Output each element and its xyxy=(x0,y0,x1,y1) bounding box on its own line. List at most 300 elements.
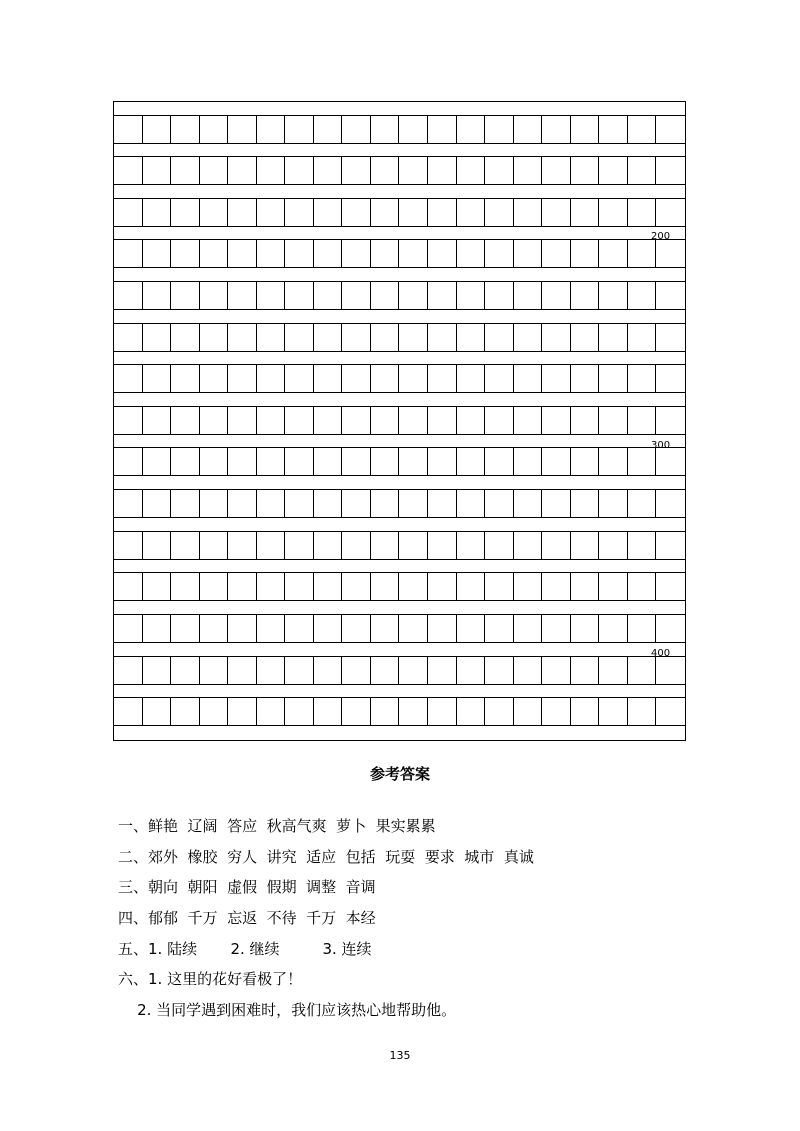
grid-cell xyxy=(171,698,200,725)
grid-cell xyxy=(656,573,685,600)
grid-cell xyxy=(628,365,657,392)
grid-cell xyxy=(143,407,172,434)
grid-cell xyxy=(542,365,571,392)
grid-cell xyxy=(371,282,400,309)
grid-cell xyxy=(599,324,628,351)
grid-cell xyxy=(171,573,200,600)
answer-line-2: 二、郊外 橡胶 穷人 讲究 适应 包括 玩耍 要求 城市 真诚 xyxy=(118,848,534,866)
grid-cell xyxy=(514,657,543,684)
grid-cell xyxy=(428,657,457,684)
grid-cell xyxy=(200,157,229,184)
answer-key-title: 参考答案 xyxy=(369,765,430,783)
grid-cell xyxy=(542,657,571,684)
grid-cell xyxy=(599,657,628,684)
grid-cell xyxy=(171,448,200,475)
grid-cell xyxy=(285,282,314,309)
grid-cell xyxy=(399,324,428,351)
grid-cell xyxy=(314,157,343,184)
grid-cell xyxy=(599,407,628,434)
grid-row xyxy=(114,447,685,476)
grid-cell xyxy=(514,157,543,184)
grid-cell xyxy=(171,240,200,267)
grid-cell xyxy=(314,657,343,684)
grid-cell xyxy=(485,282,514,309)
grid-cell xyxy=(314,240,343,267)
grid-cell xyxy=(428,365,457,392)
grid-cell xyxy=(428,448,457,475)
answer-line-5: 五、1. 陆续 2. 继续 3. 连续 xyxy=(118,940,372,958)
grid-row xyxy=(114,656,685,685)
grid-cell xyxy=(656,532,685,559)
grid-cell xyxy=(228,490,257,517)
grid-cell xyxy=(599,532,628,559)
grid-cell xyxy=(599,116,628,143)
grid-cell xyxy=(200,116,229,143)
grid-cell xyxy=(628,532,657,559)
grid-cell xyxy=(257,282,286,309)
grid-cell xyxy=(371,407,400,434)
grid-cell xyxy=(542,490,571,517)
grid-cell xyxy=(285,365,314,392)
grid-cell xyxy=(257,157,286,184)
grid-cell xyxy=(285,615,314,642)
grid-cell xyxy=(485,240,514,267)
grid-cell xyxy=(457,365,486,392)
grid-cell xyxy=(257,116,286,143)
grid-cell xyxy=(257,365,286,392)
writing-grid xyxy=(113,101,686,741)
grid-cell xyxy=(656,240,685,267)
grid-cell xyxy=(171,116,200,143)
grid-cell xyxy=(428,240,457,267)
grid-cell xyxy=(200,282,229,309)
grid-cell xyxy=(457,324,486,351)
grid-cell xyxy=(371,199,400,226)
grid-cell xyxy=(114,240,143,267)
grid-cell xyxy=(457,573,486,600)
grid-cell xyxy=(571,615,600,642)
grid-cell xyxy=(342,324,371,351)
grid-cell xyxy=(285,157,314,184)
grid-cell xyxy=(428,573,457,600)
grid-cell xyxy=(371,657,400,684)
grid-cell xyxy=(314,573,343,600)
grid-cell xyxy=(599,698,628,725)
grid-cell xyxy=(628,448,657,475)
grid-cell xyxy=(371,240,400,267)
grid-cell xyxy=(571,240,600,267)
grid-cell xyxy=(628,116,657,143)
grid-cell xyxy=(342,240,371,267)
grid-cell xyxy=(143,116,172,143)
grid-cell xyxy=(200,532,229,559)
grid-row xyxy=(114,489,685,518)
grid-cell xyxy=(114,282,143,309)
grid-cell xyxy=(114,573,143,600)
grid-cell xyxy=(171,407,200,434)
grid-cell xyxy=(399,698,428,725)
grid-cell xyxy=(114,199,143,226)
grid-cell xyxy=(143,490,172,517)
grid-cell xyxy=(428,615,457,642)
answer-line-3: 三、朝向 朝阳 虚假 假期 调整 音调 xyxy=(118,878,376,896)
grid-cell xyxy=(371,324,400,351)
grid-cell xyxy=(428,490,457,517)
grid-cell xyxy=(228,199,257,226)
grid-cell xyxy=(485,199,514,226)
grid-cell xyxy=(143,698,172,725)
grid-cell xyxy=(285,448,314,475)
grid-cell xyxy=(257,407,286,434)
grid-cell xyxy=(628,615,657,642)
grid-cell xyxy=(514,615,543,642)
grid-cell xyxy=(228,324,257,351)
grid-cell xyxy=(542,157,571,184)
grid-cell xyxy=(485,157,514,184)
grid-cell xyxy=(314,490,343,517)
grid-cell xyxy=(542,199,571,226)
grid-cell xyxy=(371,698,400,725)
grid-cell xyxy=(428,324,457,351)
grid-cell xyxy=(342,407,371,434)
grid-cell xyxy=(514,282,543,309)
grid-cell xyxy=(571,573,600,600)
grid-cell xyxy=(342,615,371,642)
grid-cell xyxy=(257,532,286,559)
grid-cell xyxy=(399,573,428,600)
grid-cell xyxy=(342,657,371,684)
grid-cell xyxy=(599,282,628,309)
grid-cell xyxy=(143,282,172,309)
grid-cell xyxy=(542,448,571,475)
grid-cell xyxy=(514,324,543,351)
grid-cell xyxy=(542,532,571,559)
grid-cell xyxy=(257,448,286,475)
grid-cell xyxy=(371,157,400,184)
grid-cell xyxy=(599,490,628,517)
grid-cell xyxy=(257,490,286,517)
grid-cell xyxy=(342,199,371,226)
page-number: 135 xyxy=(389,1049,411,1062)
grid-cell xyxy=(143,448,172,475)
grid-cell xyxy=(228,657,257,684)
grid-cell xyxy=(200,490,229,517)
grid-cell xyxy=(285,199,314,226)
grid-cell xyxy=(285,698,314,725)
grid-cell xyxy=(285,116,314,143)
grid-cell xyxy=(457,657,486,684)
grid-cell xyxy=(143,240,172,267)
grid-cell xyxy=(371,615,400,642)
grid-cell xyxy=(200,448,229,475)
grid-cell xyxy=(571,324,600,351)
grid-cell xyxy=(342,698,371,725)
grid-cell xyxy=(457,698,486,725)
grid-cell xyxy=(485,615,514,642)
grid-cell xyxy=(314,407,343,434)
grid-cell xyxy=(342,448,371,475)
grid-cell xyxy=(628,698,657,725)
grid-cell xyxy=(171,490,200,517)
grid-cell xyxy=(285,573,314,600)
grid-cell xyxy=(143,532,172,559)
grid-cell xyxy=(114,657,143,684)
grid-cell xyxy=(656,116,685,143)
grid-cell xyxy=(599,365,628,392)
grid-cell xyxy=(399,657,428,684)
grid-cell xyxy=(143,657,172,684)
grid-cell xyxy=(628,657,657,684)
grid-cell xyxy=(656,324,685,351)
grid-cell xyxy=(399,448,428,475)
grid-row xyxy=(114,364,685,393)
grid-cell xyxy=(542,698,571,725)
grid-cell xyxy=(171,532,200,559)
grid-cell xyxy=(428,532,457,559)
grid-cell xyxy=(228,282,257,309)
grid-cell xyxy=(457,282,486,309)
grid-cell xyxy=(200,240,229,267)
grid-cell xyxy=(542,615,571,642)
grid-cell xyxy=(485,698,514,725)
grid-cell xyxy=(542,282,571,309)
grid-cell xyxy=(656,199,685,226)
grid-cell xyxy=(542,116,571,143)
grid-cell xyxy=(457,240,486,267)
grid-cell xyxy=(399,116,428,143)
word-count-marker: 400 xyxy=(651,648,671,659)
grid-cell xyxy=(599,448,628,475)
grid-cell xyxy=(228,615,257,642)
grid-cell xyxy=(571,157,600,184)
grid-cell xyxy=(514,532,543,559)
grid-cell xyxy=(228,698,257,725)
answer-line-1: 一、鲜艳 辽阔 答应 秋高气爽 萝卜 果实累累 xyxy=(118,817,436,835)
grid-cell xyxy=(457,199,486,226)
grid-cell xyxy=(571,698,600,725)
grid-cell xyxy=(514,116,543,143)
grid-cell xyxy=(628,324,657,351)
grid-row xyxy=(114,323,685,352)
grid-cell xyxy=(371,116,400,143)
grid-cell xyxy=(571,282,600,309)
grid-cell xyxy=(200,324,229,351)
grid-cell xyxy=(314,116,343,143)
answer-line-6: 六、1. 这里的花好看极了！ xyxy=(118,970,303,988)
grid-cell xyxy=(171,615,200,642)
word-count-marker: 200 xyxy=(651,231,671,242)
grid-cell xyxy=(143,324,172,351)
grid-cell xyxy=(571,116,600,143)
grid-cell xyxy=(457,615,486,642)
grid-cell xyxy=(399,407,428,434)
grid-cell xyxy=(314,448,343,475)
grid-row xyxy=(114,115,685,144)
grid-cell xyxy=(285,657,314,684)
grid-cell xyxy=(656,615,685,642)
word-count-marker: 300 xyxy=(651,440,671,451)
grid-cell xyxy=(571,532,600,559)
grid-row xyxy=(114,156,685,185)
grid-row xyxy=(114,531,685,560)
grid-cell xyxy=(114,407,143,434)
grid-cell xyxy=(114,116,143,143)
grid-cell xyxy=(371,532,400,559)
grid-cell xyxy=(656,282,685,309)
grid-cell xyxy=(485,657,514,684)
grid-cell xyxy=(399,157,428,184)
grid-cell xyxy=(542,324,571,351)
grid-cell xyxy=(628,407,657,434)
grid-cell xyxy=(399,240,428,267)
grid-cell xyxy=(200,698,229,725)
grid-cell xyxy=(257,199,286,226)
grid-cell xyxy=(628,240,657,267)
grid-cell xyxy=(628,490,657,517)
grid-cell xyxy=(656,157,685,184)
grid-cell xyxy=(628,199,657,226)
grid-cell xyxy=(571,365,600,392)
grid-cell xyxy=(656,657,685,684)
grid-cell xyxy=(514,407,543,434)
grid-cell xyxy=(514,698,543,725)
grid-cell xyxy=(114,615,143,642)
grid-cell xyxy=(656,490,685,517)
grid-row xyxy=(114,614,685,643)
grid-cell xyxy=(228,532,257,559)
grid-cell xyxy=(399,282,428,309)
grid-cell xyxy=(171,324,200,351)
grid-cell xyxy=(114,490,143,517)
grid-cell xyxy=(114,324,143,351)
grid-cell xyxy=(285,407,314,434)
grid-cell xyxy=(342,116,371,143)
grid-cell xyxy=(371,490,400,517)
grid-cell xyxy=(228,116,257,143)
grid-cell xyxy=(200,365,229,392)
grid-cell xyxy=(571,199,600,226)
grid-cell xyxy=(599,157,628,184)
grid-cell xyxy=(371,573,400,600)
grid-cell xyxy=(542,240,571,267)
grid-cell xyxy=(656,698,685,725)
grid-cell xyxy=(457,448,486,475)
grid-cell xyxy=(114,698,143,725)
grid-cell xyxy=(571,448,600,475)
grid-cell xyxy=(399,199,428,226)
grid-cell xyxy=(485,490,514,517)
grid-cell xyxy=(571,657,600,684)
grid-cell xyxy=(114,365,143,392)
grid-cell xyxy=(485,324,514,351)
grid-row xyxy=(114,281,685,310)
grid-cell xyxy=(457,157,486,184)
grid-cell xyxy=(485,573,514,600)
grid-cell xyxy=(257,657,286,684)
grid-cell xyxy=(371,448,400,475)
grid-cell xyxy=(656,365,685,392)
grid-cell xyxy=(599,240,628,267)
grid-cell xyxy=(114,448,143,475)
grid-cell xyxy=(200,407,229,434)
grid-cell xyxy=(314,199,343,226)
grid-cell xyxy=(143,573,172,600)
grid-row xyxy=(114,697,685,726)
grid-cell xyxy=(228,407,257,434)
grid-cell xyxy=(428,157,457,184)
grid-cell xyxy=(314,532,343,559)
grid-row xyxy=(114,239,685,268)
grid-cell xyxy=(257,615,286,642)
grid-cell xyxy=(171,157,200,184)
grid-row xyxy=(114,406,685,435)
grid-cell xyxy=(457,490,486,517)
grid-cell xyxy=(485,448,514,475)
answer-line-7: 2. 当同学遇到困难时，我们应该热心地帮助他。 xyxy=(118,1001,457,1019)
grid-cell xyxy=(485,532,514,559)
grid-cell xyxy=(656,448,685,475)
grid-cell xyxy=(599,573,628,600)
grid-cell xyxy=(257,240,286,267)
grid-cell xyxy=(485,116,514,143)
grid-cell xyxy=(599,199,628,226)
grid-cell xyxy=(200,657,229,684)
grid-cell xyxy=(542,573,571,600)
grid-cell xyxy=(656,407,685,434)
grid-cell xyxy=(171,657,200,684)
grid-cell xyxy=(399,615,428,642)
grid-cell xyxy=(628,157,657,184)
grid-cell xyxy=(428,407,457,434)
grid-cell xyxy=(228,365,257,392)
grid-cell xyxy=(143,615,172,642)
grid-cell xyxy=(514,448,543,475)
grid-cell xyxy=(114,532,143,559)
grid-cell xyxy=(285,490,314,517)
grid-cell xyxy=(171,282,200,309)
grid-cell xyxy=(542,407,571,434)
grid-cell xyxy=(228,448,257,475)
grid-cell xyxy=(342,490,371,517)
grid-cell xyxy=(200,199,229,226)
grid-cell xyxy=(257,573,286,600)
grid-cell xyxy=(428,116,457,143)
grid-cell xyxy=(342,157,371,184)
grid-cell xyxy=(257,698,286,725)
grid-cell xyxy=(428,698,457,725)
grid-cell xyxy=(514,365,543,392)
grid-cell xyxy=(599,615,628,642)
grid-cell xyxy=(228,573,257,600)
grid-cell xyxy=(485,365,514,392)
grid-cell xyxy=(514,240,543,267)
grid-cell xyxy=(314,615,343,642)
grid-cell xyxy=(257,324,286,351)
grid-cell xyxy=(314,698,343,725)
grid-cell xyxy=(571,407,600,434)
grid-cell xyxy=(514,199,543,226)
grid-cell xyxy=(285,532,314,559)
grid-cell xyxy=(143,365,172,392)
grid-cell xyxy=(200,573,229,600)
grid-cell xyxy=(371,365,400,392)
grid-cell xyxy=(171,365,200,392)
grid-cell xyxy=(143,157,172,184)
grid-cell xyxy=(428,282,457,309)
grid-row xyxy=(114,572,685,601)
grid-cell xyxy=(571,490,600,517)
grid-cell xyxy=(314,282,343,309)
